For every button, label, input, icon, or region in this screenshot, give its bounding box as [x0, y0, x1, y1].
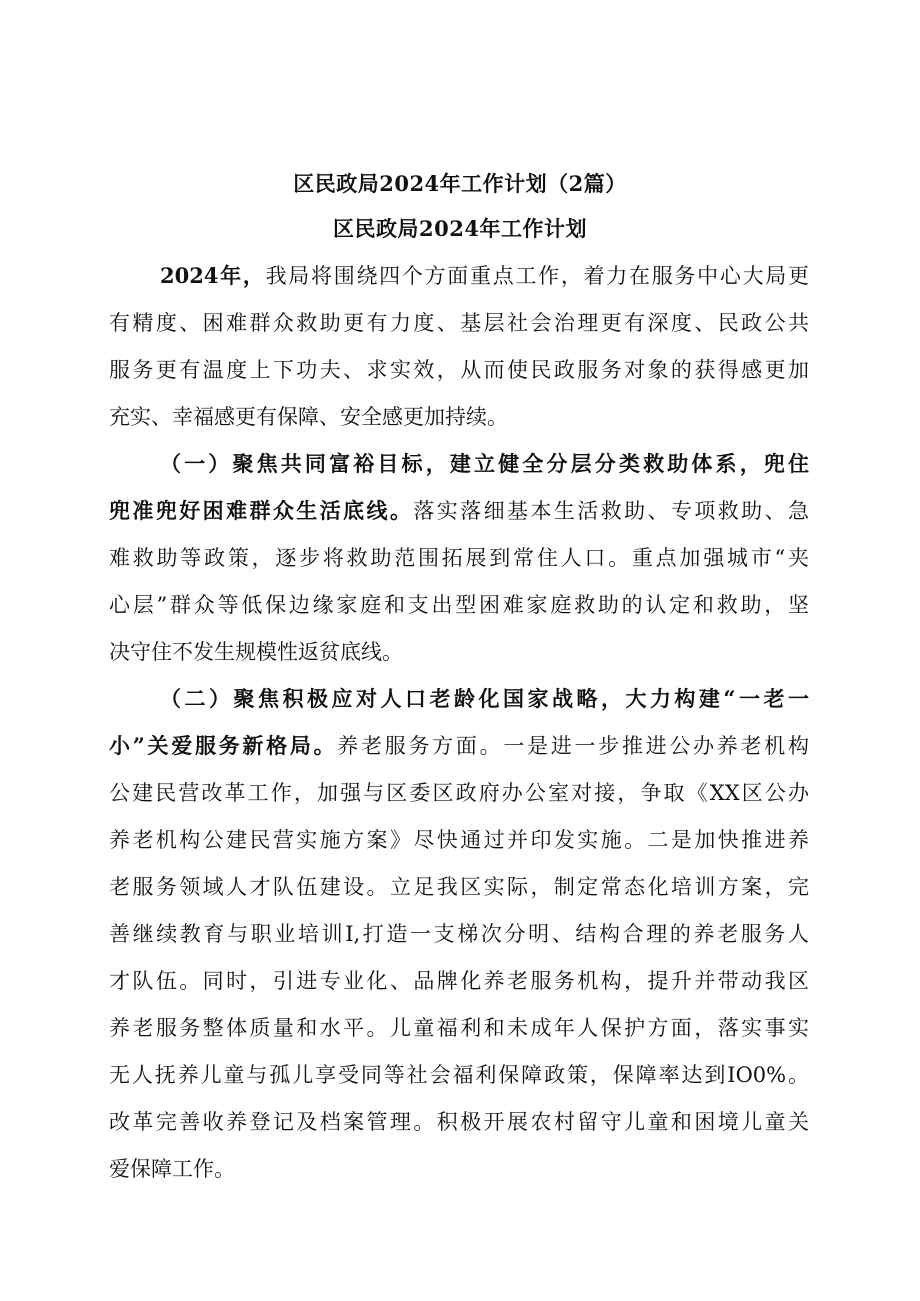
section2-line: 爱保障工作。 [109, 1157, 235, 1181]
intro-line: 服务更有温度上下功夫、求实效，从而使民政服务对象的获得感更加 [109, 358, 809, 382]
section2-line: 改革完善收养登记及档案管理。积极开展农村留守儿童和困境儿童关 [109, 1110, 809, 1134]
section2-line: 善继续教育与职业培训I,打造一支梯次分明、结构合理的养老服务人 [109, 922, 809, 946]
section2-line: 老服务领域人才队伍建设。立足我区实际，制定常态化培训方案，完 [109, 875, 809, 899]
page-subtitle: 区民政局2024年工作计划 [333, 216, 587, 241]
section2-line: 无人抚养儿童与孤儿享受同等社会福利保障政策，保障率达到IO0%。 [109, 1063, 809, 1087]
page-title: 区民政局2024年工作计划（2篇） [293, 171, 627, 196]
section2-heading: （二）聚焦积极应对人口老龄化国家战略，大力构建“一老一 [160, 686, 809, 711]
intro-line: 有精度、困难群众救助更有力度、基层社会治理更有深度、民政公共 [109, 311, 809, 335]
intro-line: 充实、幸福感更有保障、安全感更加持续。 [109, 405, 508, 429]
section2-line: 才队伍。同时，引进专业化、品牌化养老服务机构，提升并带动我区 [109, 969, 809, 993]
section1-line: 兜准兜好困难群众生活底线。落实落细基本生活救助、专项救助、急 [109, 498, 810, 523]
section1-line: 决守住不发生规模性返贫底线。 [109, 640, 403, 664]
section2-line: 小”关爱服务新格局。养老服务方面。一是进一步推进公办养老机构 [109, 733, 809, 758]
section2-line: 养老机构公建民营实施方案》尽快通过并印发实施。二是加快推进养 [109, 828, 809, 852]
section1-line: 心层”群众等低保边缘家庭和支出型困难家庭救助的认定和救助，坚 [109, 593, 809, 617]
section2-line: 养老服务整体质量和水平。儿童福利和未成年人保护方面，落实事实 [109, 1016, 809, 1040]
section1-heading: （一）聚焦共同富裕目标，建立健全分层分类救助体系，兜住 [160, 451, 809, 476]
intro-line: 2024年，我局将围绕四个方面重点工作，着力在服务中心大局更 [160, 263, 809, 288]
section1-line: 难救助等政策，逐步将救助范围拓展到常住人口。重点加强城市“夹 [109, 546, 809, 570]
section2-line: 公建民营改革工作，加强与区委区政府办公室对接，争取《XX区公办 [109, 781, 809, 805]
